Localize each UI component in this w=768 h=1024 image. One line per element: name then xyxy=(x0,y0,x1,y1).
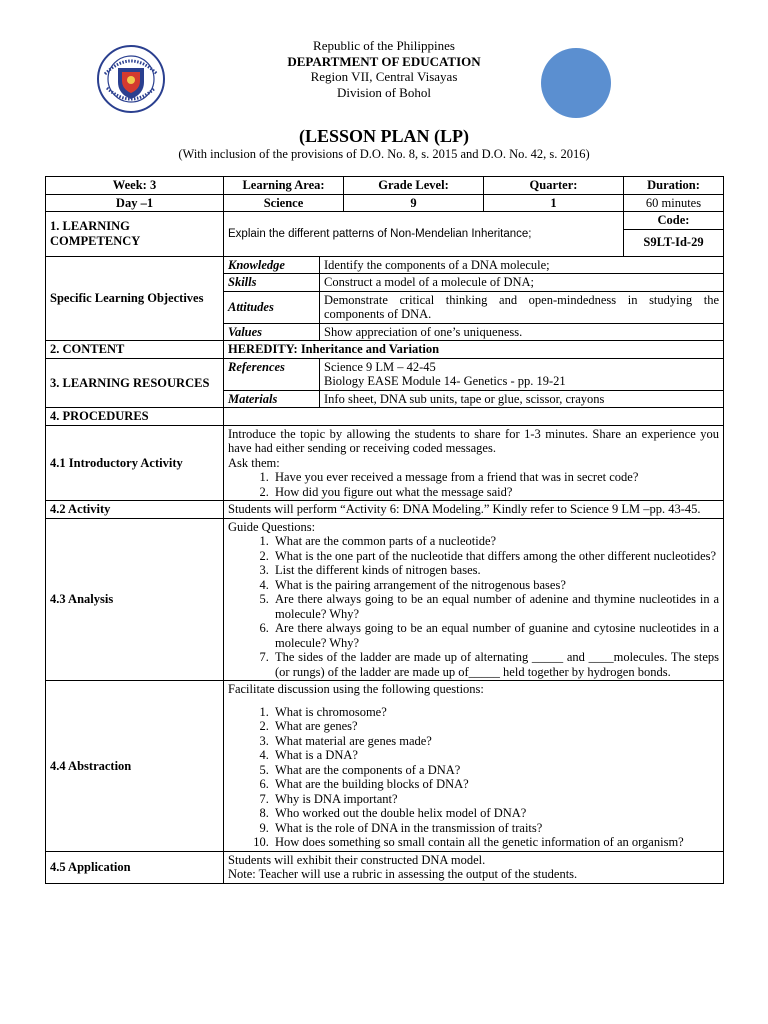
application-row xyxy=(46,851,724,883)
list-item: 9. What is the role of DNA in the transmission of traits? xyxy=(272,821,719,836)
list-item: 5. What are the components of a DNA? xyxy=(272,763,719,778)
grade-value: 9 xyxy=(344,194,484,212)
area-value: Science xyxy=(224,194,344,212)
intro-ask: Ask them: xyxy=(228,455,280,470)
application-cell xyxy=(224,851,724,883)
header-line-republic: Republic of the Philippines xyxy=(313,38,455,53)
page-subtitle: (With inclusion of the provisions of D.O. No. 8, s. 2015 and D.O. No. 42, s. 2016) xyxy=(178,147,590,161)
references-value xyxy=(320,358,724,390)
abstraction-label: 4.4 Abstraction xyxy=(46,681,224,852)
quarter-label: Quarter: xyxy=(484,177,624,195)
objective-key: Skills xyxy=(224,274,320,292)
list-item: 3. List the different kinds of nitrogen bases. xyxy=(272,563,719,578)
list-item: 8. Who worked out the double helix model of DNA? xyxy=(272,806,719,821)
intro-text: Introduce the topic by allowing the students to share for 1-3 minutes. Share an experience you have had either sending or receiving coded messages. xyxy=(228,426,719,455)
code-value: S9LT-Id-29 xyxy=(624,229,724,256)
activity-row xyxy=(46,501,724,519)
objective-value: Construct a model of a molecule of DNA; xyxy=(320,274,724,292)
materials-label: Materials xyxy=(224,390,320,408)
objective-row xyxy=(46,256,724,274)
grade-label: Grade Level: xyxy=(344,177,484,195)
duration-value: 60 minutes xyxy=(624,194,724,212)
activity-label: 4.2 Activity xyxy=(46,501,224,519)
resources-label: 3. LEARNING RESOURCES xyxy=(46,358,224,408)
references-label: References xyxy=(224,358,320,390)
header-line-division: Division of Bohol xyxy=(337,84,431,100)
list-item: 4. What is a DNA? xyxy=(272,748,719,763)
lesson-plan-table xyxy=(45,176,724,884)
meta-header-row xyxy=(46,177,724,195)
list-item: 7. Why is DNA important? xyxy=(272,792,719,807)
abstraction-cell xyxy=(224,681,724,852)
week-label: Week: 3 xyxy=(46,177,224,195)
title-block xyxy=(0,125,768,161)
procedures-row xyxy=(46,408,724,426)
list-item: 1. Have you ever received a message from a friend that was in secret code? xyxy=(272,470,719,485)
analysis-question-list xyxy=(228,534,719,679)
analysis-cell xyxy=(224,518,724,681)
materials-value: Info sheet, DNA sub units, tape or glue, scissor, crayons xyxy=(320,390,724,408)
area-label: Learning Area: xyxy=(224,177,344,195)
list-item: 1. What is chromosome? xyxy=(272,705,719,720)
objective-key: Attitudes xyxy=(224,291,320,323)
objective-value: Demonstrate critical thinking and open-mindedness in studying the components of DNA. xyxy=(320,291,724,323)
header-line-deped: DEPARTMENT OF EDUCATION xyxy=(287,53,481,69)
objectives-label: Specific Learning Objectives xyxy=(46,256,224,341)
objective-key: Knowledge xyxy=(224,256,320,274)
reference-item: Biology EASE Module 14- Genetics - pp. 19-21 xyxy=(324,374,566,388)
procedures-label: 4. PROCEDURES xyxy=(46,408,224,426)
intro-label: 4.1 Introductory Activity xyxy=(46,425,224,501)
list-item: 10. How does something so small contain all the genetic information of an organism? xyxy=(272,835,719,850)
day-value: Day –1 xyxy=(46,194,224,212)
procedures-empty-cell xyxy=(224,408,724,426)
objective-value: Show appreciation of one’s uniqueness. xyxy=(320,323,724,341)
abstraction-row xyxy=(46,681,724,852)
competency-text: Explain the different patterns of Non-Mendelian Inheritance; xyxy=(224,212,624,257)
objective-value: Identify the components of a DNA molecule; xyxy=(320,256,724,274)
application-label: 4.5 Application xyxy=(46,851,224,883)
objective-key: Values xyxy=(224,323,320,341)
application-note: Note: Teacher will use a rubric in assessing the output of the students. xyxy=(228,867,578,881)
list-item: 3. What material are genes made? xyxy=(272,734,719,749)
list-item: 6. What are the building blocks of DNA? xyxy=(272,777,719,792)
abstraction-intro: Facilitate discussion using the following questions: xyxy=(228,682,484,696)
competency-row-1 xyxy=(46,212,724,230)
content-label: 2. CONTENT xyxy=(46,341,224,359)
reference-item: Science 9 LM – 42-45 xyxy=(324,359,436,374)
header-line-region: Region VII, Central Visayas xyxy=(310,69,458,84)
application-line: Students will exhibit their constructed DNA model. xyxy=(228,852,486,867)
list-item: 1. What are the common parts of a nucleotide? xyxy=(272,534,719,549)
document-header xyxy=(0,38,768,100)
list-item: 2. What are genes? xyxy=(272,719,719,734)
list-item: 4. What is the pairing arrangement of the nitrogenous bases? xyxy=(272,578,719,593)
analysis-label: 4.3 Analysis xyxy=(46,518,224,681)
intro-row xyxy=(46,425,724,501)
quarter-value: 1 xyxy=(484,194,624,212)
intro-question-list xyxy=(228,470,719,499)
competency-label: 1. LEARNING COMPETENCY xyxy=(46,212,224,257)
code-label: Code: xyxy=(624,212,724,230)
meta-value-row xyxy=(46,194,724,212)
intro-cell xyxy=(224,425,724,501)
list-item: 2. What is the one part of the nucleotide that differs among the other different nucleotides? xyxy=(272,549,719,564)
list-item: 2. How did you figure out what the message said? xyxy=(272,485,719,500)
activity-text: Students will perform “Activity 6: DNA Modeling.” Kindly refer to Science 9 LM –pp. 43-45. xyxy=(224,501,724,519)
duration-label: Duration: xyxy=(624,177,724,195)
list-item: 7. The sides of the ladder are made up of alternating _____ and ____molecules. The steps (or rungs) of the ladder are made up of_____ held together by hydrogen bonds. xyxy=(272,650,719,679)
resources-row xyxy=(46,358,724,390)
abstraction-question-list xyxy=(228,705,719,850)
analysis-row xyxy=(46,518,724,681)
analysis-intro: Guide Questions: xyxy=(228,519,316,534)
content-row xyxy=(46,341,724,359)
list-item: 5. Are there always going to be an equal number of adenine and thymine nucleotides in a molecule? Why? xyxy=(272,592,719,621)
content-text: HEREDITY: Inheritance and Variation xyxy=(224,341,724,359)
page-title: (LESSON PLAN (LP) xyxy=(298,126,469,146)
list-item: 6. Are there always going to be an equal number of guanine and cytosine nucleotides in a molecule? Why? xyxy=(272,621,719,650)
